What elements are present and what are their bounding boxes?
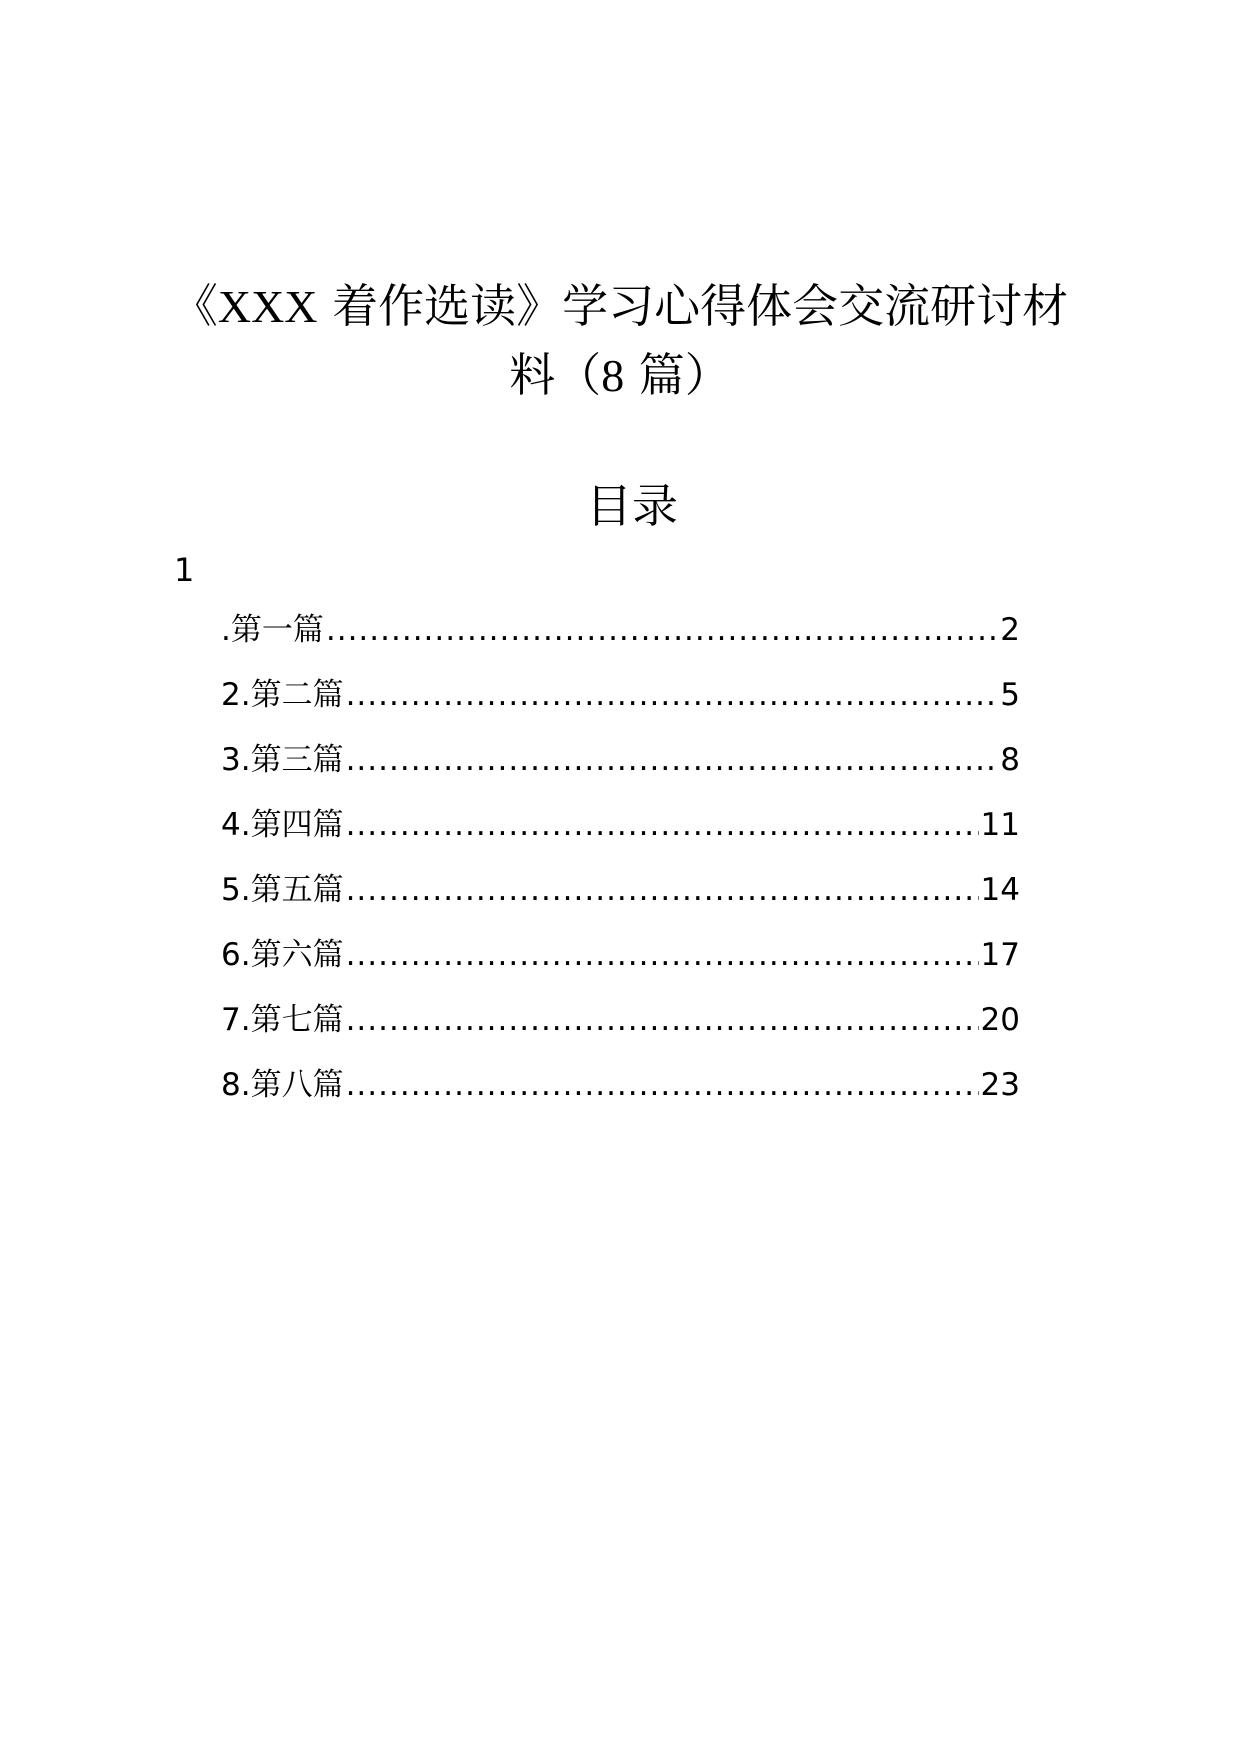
title-article-count: 8: [601, 350, 625, 401]
toc-entry-label: 4.第四篇: [221, 807, 344, 843]
toc-entry-label: 2.第二篇: [221, 677, 344, 713]
toc-dot-leader: [346, 1063, 979, 1107]
title-line-1-rest: 着作选读》学习心得体会交流研讨材: [317, 279, 1069, 333]
toc-entry-8[interactable]: [221, 1063, 1020, 1128]
toc-list: [221, 608, 1020, 1128]
toc-entry-5[interactable]: [221, 868, 1020, 933]
toc-entry-page-number: 11: [980, 807, 1020, 843]
title-line-2-suffix: 篇）: [624, 348, 731, 402]
document-title: [150, 272, 1090, 410]
toc-dot-leader: [346, 738, 999, 782]
toc-entry-label: 7.第七篇: [221, 1002, 344, 1038]
title-line-2-prefix: 料（: [509, 348, 602, 402]
toc-entry-page-number: 23: [980, 1067, 1020, 1103]
toc-dot-leader: [326, 608, 998, 652]
toc-dot-leader: [346, 933, 979, 977]
document-title-line-2: [150, 341, 1090, 410]
toc-entry-page-number: 2: [1000, 612, 1020, 648]
toc-entry-label: .第一篇: [221, 612, 324, 648]
toc-entry-label: 8.第八篇: [221, 1067, 344, 1103]
toc-entry-2[interactable]: [221, 673, 1020, 738]
toc-entry-label: 5.第五篇: [221, 872, 344, 908]
toc-entry-6[interactable]: [221, 933, 1020, 998]
toc-dot-leader: [346, 868, 979, 912]
toc-entry-label: 6.第六篇: [221, 937, 344, 973]
toc-level-number: 1: [174, 551, 195, 589]
title-open-bracket: 《: [171, 279, 218, 333]
toc-entry-7[interactable]: [221, 998, 1020, 1063]
toc-dot-leader: [346, 803, 979, 847]
toc-entry-1[interactable]: [221, 608, 1020, 673]
toc-heading: 目录: [586, 479, 678, 533]
toc-entry-page-number: 14: [980, 872, 1020, 908]
toc-entry-3[interactable]: [221, 738, 1020, 803]
document-title-line-1: [150, 272, 1090, 341]
title-latin-text: XXX: [217, 281, 318, 332]
toc-entry-page-number: 20: [980, 1002, 1020, 1038]
toc-entry-4[interactable]: [221, 803, 1020, 868]
toc-dot-leader: [346, 673, 999, 717]
toc-entry-page-number: 8: [1000, 742, 1020, 778]
toc-entry-page-number: 17: [980, 937, 1020, 973]
toc-entry-page-number: 5: [1000, 677, 1020, 713]
toc-entry-label: 3.第三篇: [221, 742, 344, 778]
toc-dot-leader: [346, 998, 979, 1042]
